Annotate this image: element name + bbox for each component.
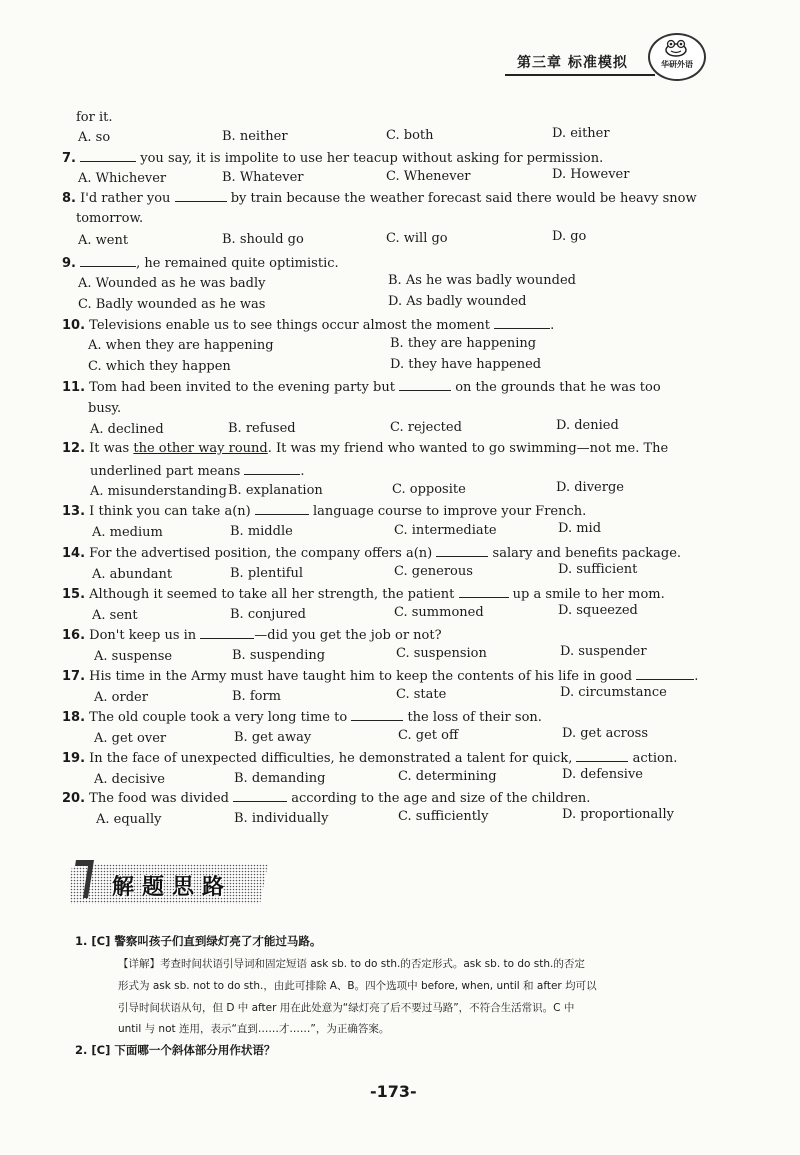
q10-option-a: A. when they are happening	[88, 338, 274, 353]
q18-option-b: B. get away	[234, 730, 312, 745]
q18-option-c: C. get off	[398, 728, 459, 743]
q10-option-b: B. they are happening	[390, 336, 537, 351]
q14-option-b: B. plentiful	[230, 566, 304, 581]
question-12: 12. It was the other way round. It was my friend who wanted to go swimming—not me. The	[62, 441, 669, 456]
question-19: 19. In the face of unexpected difficulties, he demonstrated a talent for quick, action.	[62, 751, 678, 766]
q18-option-d: D. get across	[562, 726, 649, 741]
answer-2-label: 2. [C] 下面哪一个斜体部分用作状语？	[75, 1043, 276, 1057]
q7-option-a: A. Whichever	[78, 171, 167, 186]
q6-option-a: A. so	[78, 130, 111, 145]
q18-option-a: A. get over	[94, 731, 167, 746]
q11-option-c: C. rejected	[390, 420, 462, 435]
q20-option-a: A. equally	[96, 812, 162, 827]
q10-option-d: D. they have happened	[390, 357, 542, 372]
q9-option-a: A. Wounded as he was badly	[78, 276, 266, 291]
q17-option-a: A. order	[94, 690, 148, 705]
q7-option-d: D. However	[552, 167, 630, 182]
chapter-title: 第三章 标准模拟	[517, 55, 628, 71]
page-number: -173-	[370, 1082, 417, 1101]
q8-option-c: C. will go	[386, 231, 448, 246]
question-16: 16. Don't keep us in —did you get the job or not?	[62, 628, 442, 643]
question-11-line2: busy.	[88, 401, 122, 416]
underlined-phrase: the other way round	[133, 441, 268, 456]
q16-option-b: B. suspending	[232, 648, 326, 663]
q6-option-c: C. both	[386, 128, 434, 143]
question-12-line2: underlined part means .	[90, 464, 305, 479]
q16-option-a: A. suspense	[94, 649, 173, 664]
q11-option-b: B. refused	[228, 421, 296, 436]
frog-icon	[664, 39, 688, 57]
question-6-tail: for it.	[76, 110, 113, 125]
q13-option-a: A. medium	[92, 525, 163, 540]
q12-option-d: D. diverge	[556, 480, 624, 495]
logo-text: 华研外语	[661, 60, 693, 69]
q13-option-d: D. mid	[558, 521, 602, 536]
q8-option-b: B. should go	[222, 232, 304, 247]
q14-option-c: C. generous	[394, 564, 473, 579]
answer-1-explanation-line3: 引导时间状语从句，但 D 中 after 用在此处意为“绿灯亮了后不要过马路”，不符合生活常识。C 中	[118, 1002, 575, 1014]
answer-1-explanation-line2: 形式为 ask sb. not to do sth.，由此可排除 A、B。四个选项中 before, when, until 和 after 均可以	[118, 980, 597, 992]
q8-option-d: D. go	[552, 229, 587, 244]
q20-option-c: C. sufficiently	[398, 809, 489, 824]
question-9: 9. , he remained quite optimistic.	[62, 256, 339, 271]
q9-option-c: C. Badly wounded as he was	[78, 297, 266, 312]
answer-1-explanation-line4: until 与 not 连用，表示“直到……才……”，为正确答案。	[118, 1023, 390, 1035]
answer-1-label: 1. [C] 警察叫孩子们直到绿灯亮了才能过马路。	[75, 934, 322, 948]
q15-option-b: B. conjured	[230, 607, 306, 622]
q15-option-a: A. sent	[92, 608, 138, 623]
header-rule	[505, 74, 655, 76]
q19-option-c: C. determining	[398, 769, 497, 784]
q20-option-b: B. individually	[234, 811, 329, 826]
q11-option-a: A. declined	[90, 422, 164, 437]
q17-option-b: B. form	[232, 689, 281, 704]
q13-option-b: B. middle	[230, 524, 293, 539]
q8-option-a: A. went	[78, 233, 129, 248]
question-8-line2: tomorrow.	[76, 211, 144, 226]
q10-option-c: C. which they happen	[88, 359, 231, 374]
question-20: 20. The food was divided according to the age and size of the children.	[62, 791, 591, 806]
q15-option-d: D. squeezed	[558, 603, 638, 618]
q6-option-b: B. neither	[222, 129, 288, 144]
q12-option-a: A. misunderstanding	[90, 484, 227, 499]
q17-option-c: C. state	[396, 687, 447, 702]
q19-option-b: B. demanding	[234, 771, 326, 786]
q16-option-d: D. suspender	[560, 644, 647, 659]
q15-option-c: C. summoned	[394, 605, 484, 620]
q7-option-c: C. Whenever	[386, 169, 471, 184]
question-13: 13. I think you can take a(n) language course to improve your French.	[62, 504, 587, 519]
q12-option-b: B. explanation	[228, 483, 323, 498]
question-11: 11. Tom had been invited to the evening party but on the grounds that he was too	[62, 380, 661, 395]
q16-option-c: C. suspension	[396, 646, 487, 661]
question-14: 14. For the advertised position, the company offers a(n) salary and benefits package.	[62, 546, 682, 561]
q13-option-c: C. intermediate	[394, 523, 497, 538]
question-15: 15. Although it seemed to take all her strength, the patient up a smile to her mom.	[62, 587, 665, 602]
question-18: 18. The old couple took a very long time to the loss of their son.	[62, 710, 542, 725]
q11-option-d: D. denied	[556, 418, 619, 433]
q19-option-a: A. decisive	[94, 772, 165, 787]
q12-option-c: C. opposite	[392, 482, 466, 497]
section-title: 解题思路	[112, 875, 233, 900]
q17-option-d: D. circumstance	[560, 685, 667, 700]
q14-option-a: A. abundant	[92, 567, 173, 582]
question-7: 7. you say, it is impolite to use her teacup without asking for permission.	[62, 151, 604, 166]
question-17: 17. His time in the Army must have taught him to keep the contents of his life in good .	[62, 669, 699, 684]
q9-option-d: D. As badly wounded	[388, 294, 527, 309]
q20-option-d: D. proportionally	[562, 807, 674, 822]
q19-option-d: D. defensive	[562, 767, 643, 782]
q9-option-b: B. As he was badly wounded	[388, 273, 576, 288]
question-8: 8. I'd rather you by train because the weather forecast said there would be heavy snow	[62, 191, 697, 206]
answer-1-explanation-line1: 【详解】考查时间状语引导词和固定短语 ask sb. to do sth.的否定形式。ask sb. to do sth.的否定	[118, 958, 585, 970]
q14-option-d: D. sufficient	[558, 562, 638, 577]
q7-option-b: B. Whatever	[222, 170, 304, 185]
q6-option-d: D. either	[552, 126, 610, 141]
publisher-logo	[648, 33, 706, 81]
question-10: 10. Televisions enable us to see things occur almost the moment .	[62, 318, 555, 333]
